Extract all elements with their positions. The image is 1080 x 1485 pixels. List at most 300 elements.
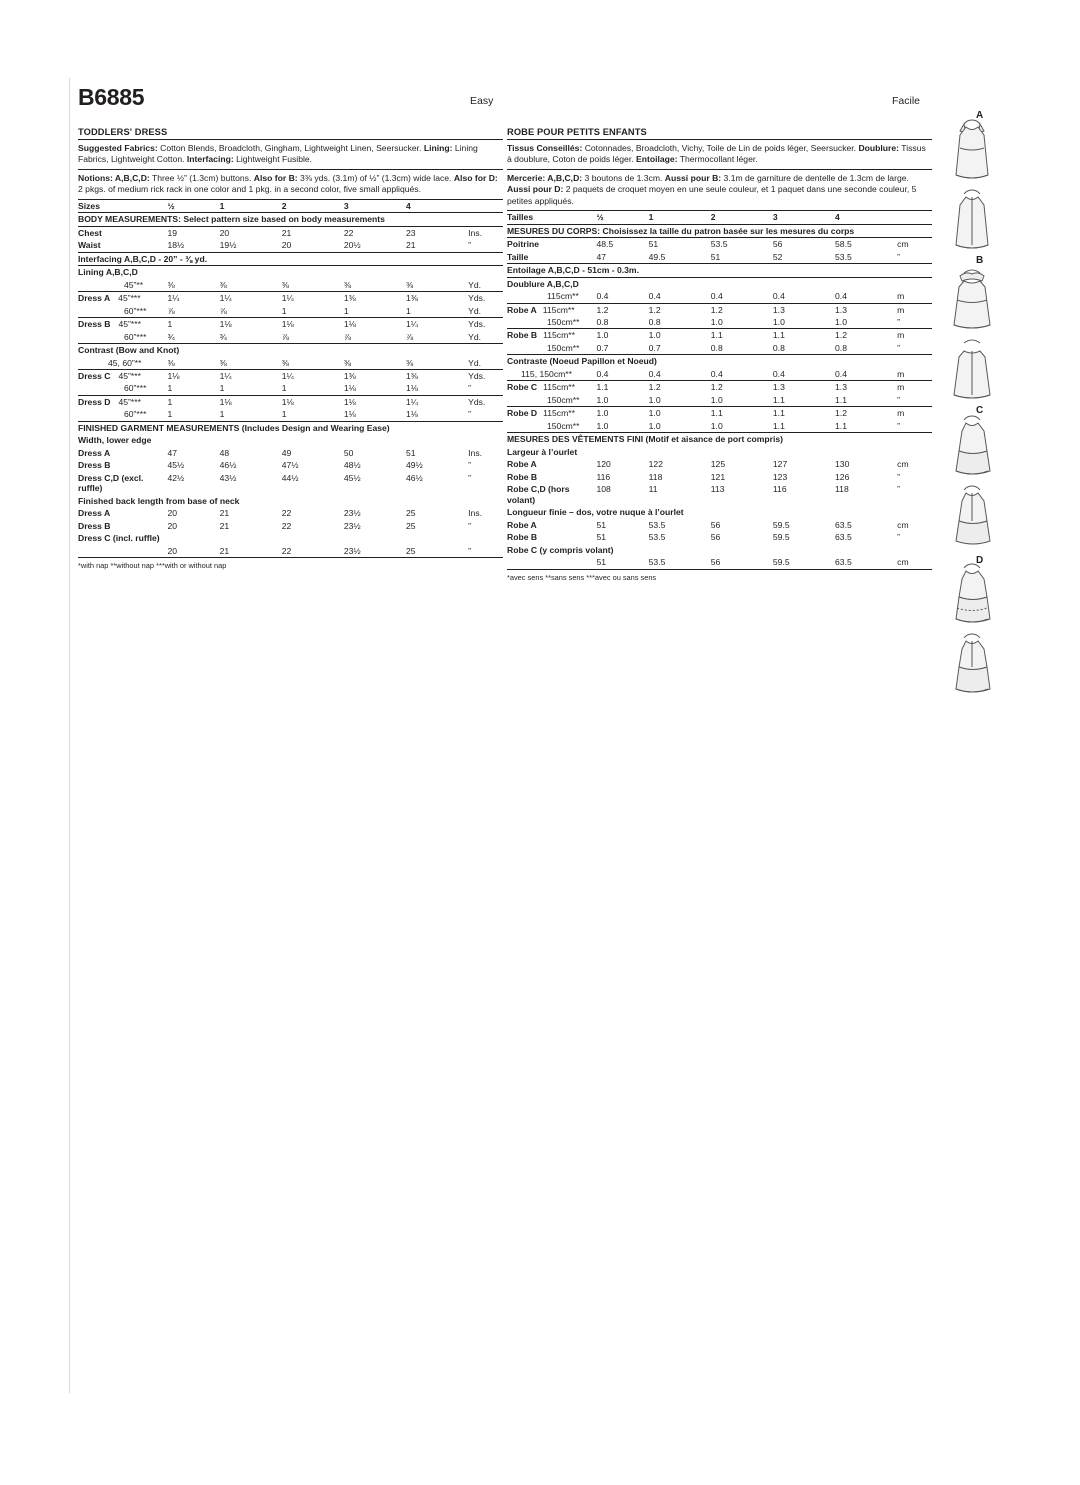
cell: 20 [167, 520, 178, 531]
view-letter-b: B [976, 255, 984, 266]
footnote-en: *with nap **without nap ***with or without nap [78, 561, 227, 571]
french-column [507, 125, 932, 582]
table-row [78, 434, 503, 446]
cell: 118 [835, 484, 849, 495]
english-title: TODDLERS' DRESS [78, 125, 503, 140]
table-row [78, 395, 503, 408]
fabrics-label-en: Suggested Fabrics: [78, 143, 158, 153]
cell: 20 [167, 545, 219, 558]
table-row [78, 292, 503, 305]
fabrics-text-en: Cotton Blends, Broadcloth, Gingham, Lightweight Linen, Seersucker. [157, 143, 424, 153]
table-row [78, 447, 503, 459]
body-meas-header-fr: MESURES DU CORPS: Choisissez la taille du patron basée sur les mesures du corps [507, 224, 932, 237]
cell: 21 [220, 545, 282, 558]
row-label [78, 545, 167, 558]
cell: 1 [406, 305, 468, 318]
unit: ” [897, 316, 932, 329]
english-fabrics [78, 140, 503, 170]
cell: ⅜ [220, 357, 282, 370]
cell: 1⅛ [406, 382, 468, 395]
cell: 1 [220, 382, 282, 395]
cell: 0.4 [596, 368, 648, 381]
row-label: Dress A 45”*** [78, 293, 141, 304]
cell: 1.2 [835, 330, 847, 341]
lining-label-fr: Doublure: [858, 143, 900, 153]
table-row [507, 277, 932, 290]
table-row [78, 357, 503, 370]
cell: 126 [835, 471, 850, 482]
table-row [78, 520, 503, 532]
row-label: Chest [78, 227, 102, 238]
cell: 59.5 [772, 532, 790, 543]
cell: 47 [596, 251, 648, 264]
unit: Yd. [468, 357, 503, 370]
table-row [507, 458, 932, 470]
cell: 1⅜ [343, 293, 356, 304]
table-row [507, 303, 932, 316]
cell: 1⅛ [281, 319, 294, 330]
cell: 0.8 [711, 342, 773, 355]
cell: ¾ [220, 331, 282, 344]
cell: 1⅛ [344, 408, 406, 421]
cell: 1 [167, 319, 173, 330]
cell: 1.2 [710, 304, 723, 315]
cell: 1.0 [596, 394, 648, 407]
cell: 1⅛ [219, 396, 232, 407]
notions-b-text-en: 3⅜ yds. (3.1m) of ½” (1.3cm) wide lace. [297, 172, 454, 183]
cell: ⅞ [220, 305, 282, 318]
view-b-back-illustration [942, 336, 1002, 402]
cell: 56 [772, 239, 783, 250]
unit: m [897, 382, 905, 393]
table-row [507, 394, 932, 407]
unit: ” [897, 420, 932, 433]
cell: 1.0 [711, 420, 773, 433]
cell: 20½ [344, 239, 406, 252]
view-c-front-illustration [942, 414, 1002, 480]
cell: 22 [281, 508, 292, 519]
interfacing-label-fr: Entoilage: [636, 154, 678, 165]
cell: 120 [596, 459, 611, 470]
row-label: Taille [507, 251, 596, 264]
cell: 21 [219, 508, 230, 519]
cell: 116 [772, 484, 787, 495]
french-fabrics [507, 140, 932, 170]
unit: Yds. [468, 319, 486, 330]
cell: 108 [596, 484, 611, 495]
ruffle-header-en: Dress C (incl. ruffle) [78, 533, 160, 544]
cell: 1.1 [773, 394, 835, 407]
table-row [507, 544, 932, 556]
unit: ” [897, 342, 932, 355]
table-row [507, 483, 932, 506]
fabrics-text-fr: Cotonnades, Broadcloth, Vichy, Toile de Lin de poids léger, Seersucker. [582, 143, 859, 153]
table-row [507, 355, 932, 368]
cell: 53.5 [648, 532, 666, 543]
notions-d-label-fr: Aussi pour D: [507, 184, 564, 195]
cell: 1.0 [835, 316, 897, 329]
row-label: Dress A [78, 447, 111, 458]
cell: 51 [596, 532, 607, 543]
unit: ” [897, 251, 932, 264]
cell: 23 [406, 227, 416, 238]
row-label: Robe C 115cm** [507, 382, 575, 393]
cell: 63.5 [835, 532, 852, 543]
cell: 0.8 [649, 316, 711, 329]
cell: 1.0 [648, 330, 661, 341]
cell: ⅞ [344, 331, 406, 344]
unit: Yds. [468, 293, 486, 304]
table-row [78, 459, 503, 471]
row-label: Robe B [507, 532, 538, 543]
cell: 53.5 [710, 239, 728, 250]
cell: 1⅛ [219, 319, 232, 330]
cell: 19 [167, 227, 178, 238]
sheet [70, 78, 984, 1393]
lining-text-en: Lining Fabrics, Lightweight Cotton. [78, 143, 478, 165]
unit: Ins. [468, 508, 483, 519]
notions-b-label-fr: Aussi pour B: [664, 172, 722, 183]
table-row [78, 369, 503, 382]
row-label: 60”*** [78, 331, 167, 344]
row-label: Robe D 115cm** [507, 408, 575, 419]
row-label: 45”** [78, 279, 167, 292]
cell: 1 [282, 408, 344, 421]
width-header-en: Width, lower edge [78, 435, 152, 446]
row-label: Robe A [507, 519, 537, 530]
table-row [78, 318, 503, 331]
cell: 1.0 [648, 408, 661, 419]
cell: 18½ [167, 239, 219, 252]
row-label: Robe B [507, 471, 538, 482]
cell: 1⅛ [406, 408, 468, 421]
size-cell: 4 [835, 211, 897, 224]
cell: 46½ [219, 460, 237, 471]
table-row [507, 446, 932, 458]
row-label: 60”*** [78, 408, 167, 421]
table-row [78, 239, 503, 252]
row-label [507, 556, 596, 569]
cell: 21 [219, 520, 230, 531]
cell: 0.8 [835, 342, 897, 355]
cell: 1.3 [772, 382, 785, 393]
unit: ” [897, 471, 901, 482]
unit: ” [468, 382, 503, 395]
table-row [507, 316, 932, 329]
cell: 116 [596, 471, 611, 482]
unit: ” [468, 239, 503, 252]
row-label: Dress A [78, 508, 111, 519]
cell: 130 [835, 459, 850, 470]
cell: ⅜ [344, 279, 406, 292]
table-row [78, 545, 503, 558]
cell: 0.4 [649, 368, 711, 381]
contrast-header-en: Contrast (Bow and Knot) [78, 345, 180, 356]
cell: 0.4 [773, 290, 835, 303]
unit: ” [897, 484, 901, 495]
table-row [507, 420, 932, 433]
table-row [507, 264, 932, 277]
cell: 1.1 [710, 330, 723, 341]
interfacing-label-en: Interfacing: [186, 154, 234, 165]
table-row [507, 531, 932, 543]
table-row [78, 226, 503, 239]
row-label: Dress B 45”*** [78, 319, 141, 330]
cell: 23½ [343, 508, 361, 519]
size-cell: 1 [220, 200, 282, 213]
row-label: 150cm** [507, 394, 596, 407]
cell: ⅜ [282, 357, 344, 370]
unit: ” [897, 532, 901, 543]
cell: 1.0 [596, 330, 609, 341]
cell: 0.4 [711, 290, 773, 303]
notions-d-text-fr: 2 paquets de croquet moyen en une seule couleur, et 1 paquet dans une seconde couleur, 5 petites appliqués. [507, 184, 917, 206]
table-row [507, 290, 932, 303]
notions-d-text-en: 2 pkgs. of medium rick rack in one color and 1 pkg. in a second color, five small appliqués. [78, 184, 421, 195]
cell: 1⅛ [343, 396, 356, 407]
unit: Yds. [468, 396, 486, 407]
cell: ⅜ [167, 279, 219, 292]
unit: Ins. [468, 227, 483, 238]
interfacing-text-en: Lightweight Fusible. [233, 154, 313, 165]
notions-b-text-fr: 3.1m de garniture de dentelle de 1.3cm de large. [721, 172, 909, 183]
cell: 1⅜ [406, 293, 418, 304]
cell: 1.1 [772, 330, 785, 341]
cell: 1¼ [281, 370, 294, 381]
body-meas-header-row-en [78, 213, 503, 226]
lining-text-fr: Tissus à doublure, Coton de poids léger. [507, 143, 926, 165]
pattern-number: B6885 [78, 84, 145, 110]
cell: 59.5 [772, 519, 790, 530]
cell: 125 [710, 459, 726, 470]
french-tables [507, 211, 932, 570]
cell: 56 [710, 532, 721, 543]
notions-label-fr: Mercerie: A,B,C,D: [507, 172, 583, 183]
unit: Yd. [468, 331, 503, 344]
view-d-front-illustration [942, 562, 1002, 628]
unit: m [897, 304, 905, 315]
table-row [78, 344, 503, 357]
cell: 0.4 [835, 290, 897, 303]
cell: 1 [167, 408, 219, 421]
finished-header-en: FINISHED GARMENT MEASUREMENTS (Includes Design and Wearing Ease) [78, 422, 390, 433]
cell: 46½ [406, 472, 423, 483]
width-header-fr: Largeur à l’ourlet [507, 446, 578, 457]
size-cell: 4 [406, 200, 468, 213]
cell: ⅜ [282, 279, 344, 292]
table-row [507, 407, 932, 420]
notions-b-label-en: Also for B: [253, 172, 298, 183]
cell: 123 [772, 471, 788, 482]
cell: 25 [406, 545, 468, 558]
cell: 51 [711, 251, 773, 264]
cell: 1¼ [406, 396, 418, 407]
body-meas-header-row-fr [507, 224, 932, 237]
size-cell: ½ [596, 211, 648, 224]
size-cell: 3 [344, 200, 406, 213]
cell: 50 [343, 447, 354, 458]
view-b-front-illustration [942, 266, 1002, 332]
unit: ” [468, 460, 472, 471]
cell: 1.2 [596, 304, 609, 315]
cell: 113 [710, 484, 725, 495]
cell: 1.3 [772, 304, 785, 315]
cell: 1⅛ [344, 382, 406, 395]
unit: ” [468, 472, 472, 483]
cell: 49 [281, 447, 292, 458]
cell: 127 [772, 459, 788, 470]
table-row [507, 556, 932, 569]
cell: 1 [220, 408, 282, 421]
sizes-label-en: Sizes [78, 200, 167, 213]
unit: ” [468, 520, 472, 531]
cell: 1.0 [773, 316, 835, 329]
table-row [507, 368, 932, 381]
cell: 1¼ [406, 319, 418, 330]
cell: 0.7 [649, 342, 711, 355]
cell: 51 [406, 447, 416, 458]
cell: 1⅛ [343, 319, 356, 330]
size-cell: 3 [773, 211, 835, 224]
view-a-front-illustration [942, 118, 1002, 184]
unit: cm [897, 556, 932, 569]
lining-label-en: Lining: [423, 143, 453, 153]
cell: 1.0 [596, 420, 648, 433]
cell: 121 [710, 471, 726, 482]
cell: 51 [596, 556, 648, 569]
cell: 21 [406, 239, 468, 252]
table-row [78, 472, 503, 495]
table-row [507, 342, 932, 355]
cell: 44½ [281, 472, 299, 483]
cell: 20 [282, 239, 344, 252]
cell: 25 [406, 508, 416, 519]
row-label: 60”*** [78, 382, 167, 395]
row-label: 115, 150cm** [507, 368, 596, 381]
backlen-header-en: Finished back length from base of neck [78, 495, 240, 506]
cell: 0.8 [596, 316, 648, 329]
table-row [78, 408, 503, 421]
row-label: Waist [78, 239, 167, 252]
unit: m [897, 290, 932, 303]
view-c-back-illustration [942, 484, 1002, 550]
cell: 23½ [343, 520, 361, 531]
body-meas-header-en: BODY MEASUREMENTS: Select pattern size based on body measurements [78, 213, 503, 226]
cell: 59.5 [773, 556, 835, 569]
cell: ⅜ [167, 357, 219, 370]
contrast-header-fr: Contraste (Noeud Papillon et Noeud) [507, 356, 657, 367]
row-label: Robe B 115cm** [507, 330, 575, 341]
cell: 48 [219, 447, 230, 458]
cell: 42½ [167, 472, 185, 483]
table-row [507, 238, 932, 251]
ruffle-header-fr: Robe C (y compris volant) [507, 544, 614, 555]
size-cell: 1 [649, 211, 711, 224]
cell: 1⅛ [281, 396, 294, 407]
unit: Ins. [468, 447, 483, 458]
table-row [507, 506, 932, 518]
cell: 19½ [220, 239, 282, 252]
cell: 49.5 [649, 251, 711, 264]
cell: 122 [648, 459, 663, 470]
cell: 20 [219, 227, 230, 238]
notions-d-label-en: Also for D: [453, 172, 498, 183]
cell: 1.3 [835, 304, 847, 315]
cell: 1 [167, 396, 173, 407]
lining-header-fr: Doublure A,B,C,D [507, 278, 579, 289]
row-label: 150cm** [507, 316, 596, 329]
cell: 51 [596, 519, 607, 530]
cell: ⅞ [167, 305, 219, 318]
cell: ¾ [167, 331, 219, 344]
table-row [78, 252, 503, 265]
row-label: 150cm** [507, 420, 596, 433]
table-row [507, 381, 932, 394]
row-label: Dress C 45”*** [78, 370, 141, 381]
cell: 45½ [167, 460, 185, 471]
cell: 1.2 [648, 304, 661, 315]
table-row [78, 507, 503, 519]
cell: 56 [711, 556, 773, 569]
cell: 1⅜ [406, 370, 418, 381]
table-row [507, 329, 932, 342]
unit: Yd. [468, 305, 503, 318]
cell: 22 [281, 520, 292, 531]
cell: 47½ [281, 460, 299, 471]
cell: 1 [167, 382, 219, 395]
cell: 56 [710, 519, 721, 530]
table-row [507, 433, 932, 446]
row-label: 45, 60”** [78, 357, 167, 370]
cell: ⅞ [406, 331, 468, 344]
cell: 51 [648, 239, 659, 250]
view-illustrations [942, 110, 1038, 698]
notions-text-fr: 3 boutons de 1.3cm. [582, 172, 665, 183]
view-letter-c: C [976, 405, 984, 416]
row-label: Robe A [507, 459, 537, 470]
notions-label-en: Notions: A,B,C,D: [78, 172, 150, 183]
cell: 1.1 [710, 408, 723, 419]
table-row [78, 305, 503, 318]
table-row [78, 382, 503, 395]
size-cell: 2 [711, 211, 773, 224]
english-notions [78, 170, 503, 200]
cell: 1.2 [710, 382, 723, 393]
interfacing-text-fr: Thermocollant léger. [677, 154, 758, 165]
cell: 21 [281, 227, 292, 238]
cell: 58.5 [835, 239, 852, 250]
table-row [78, 266, 503, 279]
unit: m [897, 330, 905, 341]
finished-header-fr: MESURES DES VÊTEMENTS FINI (Motif et aisance de port compris) [507, 434, 783, 445]
cell: 20 [167, 508, 178, 519]
unit: cm [897, 459, 909, 470]
english-tables [78, 200, 503, 559]
unit: cm [897, 239, 909, 250]
cell: 1.2 [835, 408, 847, 419]
cell: 0.4 [835, 368, 897, 381]
cell: 53.5 [649, 556, 711, 569]
table-row [507, 471, 932, 483]
view-a-back-illustration [942, 188, 1002, 254]
cell: 1¼ [219, 370, 232, 381]
cell: 1.1 [772, 408, 785, 419]
lining-header-en: Lining A,B,C,D [78, 267, 138, 278]
table-row [78, 532, 503, 544]
table-row [78, 495, 503, 507]
cell: 1.1 [773, 420, 835, 433]
row-label: 60”*** [78, 305, 167, 318]
